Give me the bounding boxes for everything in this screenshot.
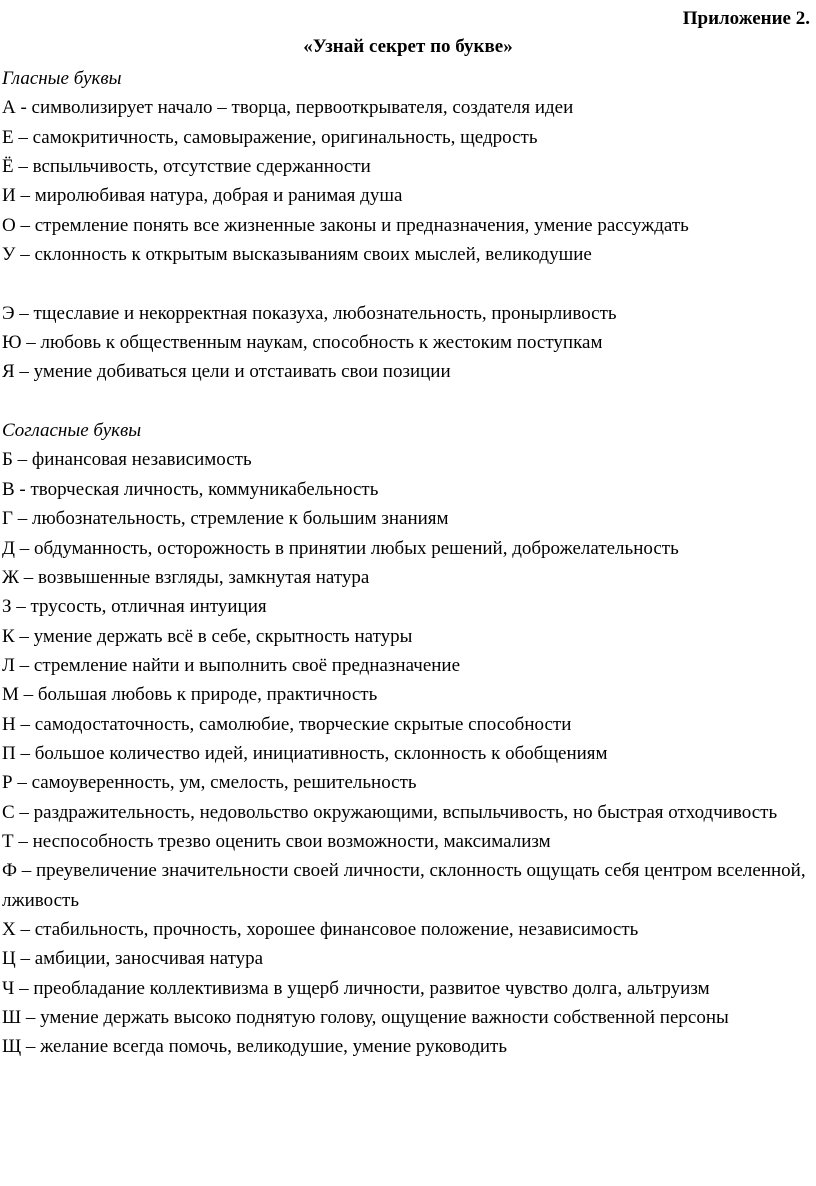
document-title: «Узнай секрет по букве» — [303, 36, 513, 57]
vowel-item-o: О – стремление понять все жизненные законы и предназначения, умение рассуждать — [2, 214, 689, 236]
vowel-item-e: Е – самокритичность, самовыражение, оригинальность, щедрость — [2, 126, 538, 148]
vowel-item-e-oborotnoe: Э – тщеславие и некорректная показуха, любознательность, пронырливость — [2, 302, 617, 324]
consonant-item-r: Р – самоуверенность, ум, смелость, решительность — [2, 772, 417, 794]
blank-line — [2, 269, 814, 298]
vowel-item-a: А - символизирует начало – творца, первооткрывателя, создателя идеи — [2, 97, 574, 119]
consonant-item-ts: Ц – амбиции, заносчивая натура — [2, 948, 264, 970]
consonant-item-g: Г – любознательность, стремление к большим знаниям — [2, 508, 449, 530]
vowel-item-i: И – миролюбивая натура, добрая и ранимая душа — [2, 185, 403, 207]
consonant-item-z: З – трусость, отличная интуиция — [2, 596, 267, 618]
consonant-item-m: М – большая любовь к природе, практичность — [2, 684, 378, 706]
consonant-item-l: Л – стремление найти и выполнить своё предназначение — [2, 654, 461, 676]
consonant-item-k: К – умение держать всё в себе, скрытность натуры — [2, 625, 413, 647]
consonant-item-f: Ф – преувеличение значительности своей личности, склонность ощущать себя центром вселенной, лживость — [2, 860, 806, 911]
consonant-item-zh: Ж – возвышенные взгляды, замкнутая натура — [2, 566, 370, 588]
vowels-heading: Гласные буквы — [2, 68, 122, 89]
vowel-item-yo: Ё – вспыльчивость, отсутствие сдержанности — [2, 156, 371, 178]
consonants-heading: Согласные буквы — [2, 420, 142, 442]
consonant-item-b: Б – финансовая независимость — [2, 449, 252, 471]
consonant-item-kh: Х – стабильность, прочность, хорошее финансовое положение, независимость — [2, 918, 639, 940]
consonant-item-ch: Ч – преобладание коллективизма в ущерб личности, развитое чувство долга, альтруизм — [2, 977, 710, 999]
consonant-item-t: Т – неспособность трезво оценить свои возможности, максимализм — [2, 830, 551, 852]
vowel-item-u: У – склонность к открытым высказываниям своих мыслей, великодушие — [2, 244, 592, 266]
vowel-item-yu: Ю – любовь к общественным наукам, способность к жестоким поступкам — [2, 332, 603, 354]
appendix-label: Приложение 2. — [682, 8, 810, 29]
document-body — [2, 64, 814, 1062]
vowel-item-ya: Я – умение добиваться цели и отстаивать свои позиции — [2, 361, 451, 383]
consonant-item-sh: Ш – умение держать высоко поднятую голову, ощущение важности собственной персоны — [2, 1007, 729, 1028]
consonant-item-s: С – раздражительность, недовольство окружающими, вспыльчивость, но быстрая отходчивость — [2, 801, 778, 823]
consonant-item-n: Н – самодостаточность, самолюбие, творческие скрытые способности — [2, 713, 572, 735]
consonant-item-shch: Щ – желание всегда помочь, великодушие, умение руководить — [2, 1036, 508, 1058]
consonant-item-p: П – большое количество идей, инициативность, склонность к обобщениям — [2, 742, 608, 764]
consonant-item-v: В - творческая личность, коммуникабельность — [2, 478, 379, 500]
blank-line — [2, 387, 814, 416]
consonant-item-d: Д – обдуманность, осторожность в принятии любых решений, доброжелательность — [2, 537, 679, 559]
